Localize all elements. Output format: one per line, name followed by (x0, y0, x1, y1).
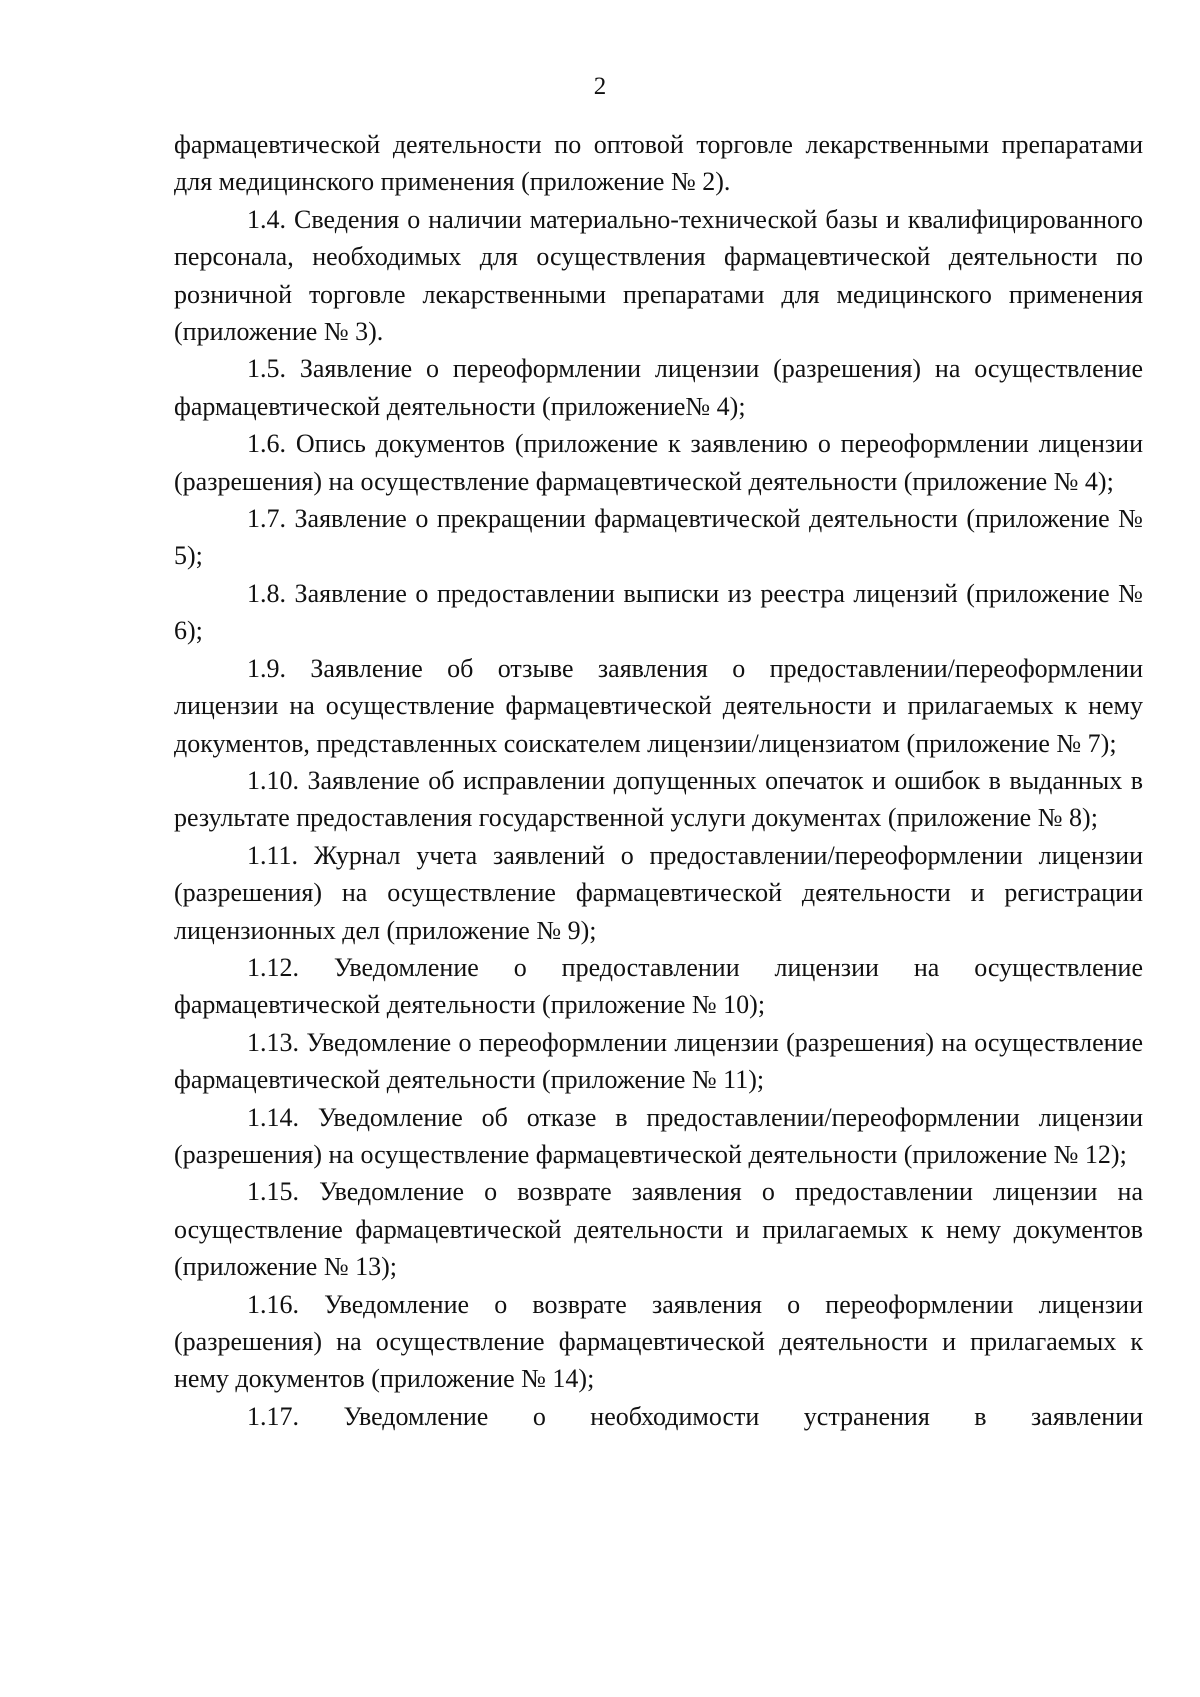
paragraph: 1.15. Уведомление о возврате заявления о предоставлении лицензии на осуществление фармацевтической деятельности и прилагаемых к нему документов (приложение № 13); (174, 1177, 1143, 1282)
paragraph: 1.5. Заявление о переоформлении лицензии (разрешения) на осуществление фармацевтической деятельности (приложение№ 4); (174, 354, 1143, 421)
paragraph: 1.9. Заявление об отзыве заявления о предоставлении/переоформлении лицензии на осуществление фармацевтической деятельности и прилагаемых к нему документов, представленных соискателем лицензии/лицензиатом (приложение № 7); (174, 653, 1143, 758)
paragraph: 1.11. Журнал учета заявлений о предоставлении/переоформлении лицензии (разрешения) на осуществление фармацевтической деятельности и регистрации лицензионных дел (приложение № 9); (174, 840, 1143, 945)
paragraph: фармацевтической деятельности по оптовой торговле лекарственными препаратами для медицинского применения (приложение № 2). (174, 130, 1143, 197)
document-body (174, 126, 1143, 1435)
paragraph: 1.17. Уведомление о необходимости устранения в заявлении (247, 1401, 1143, 1431)
paragraph: 1.16. Уведомление о возврате заявления о переоформлении лицензии (разрешения) на осуществление фармацевтической деятельности и прилагаемых к нему документов (приложение № 14); (174, 1289, 1143, 1394)
paragraph: 1.12. Уведомление о предоставлении лицензии на осуществление фармацевтической деятельности (приложение № 10); (174, 952, 1143, 1020)
paragraph: 1.7. Заявление о прекращении фармацевтической деятельности (приложение № 5); (174, 504, 1143, 571)
paragraph: 1.10. Заявление об исправлении допущенных опечаток и ошибок в выданных в результате предоставления государственной услуги документах (приложение № 8); (174, 765, 1143, 833)
page-number: 2 (593, 73, 607, 100)
paragraph: 1.6. Опись документов (приложение к заявлению о переоформлении лицензии (разрешения) на осуществление фармацевтической деятельности (приложение № 4); (174, 429, 1143, 496)
paragraph: 1.8. Заявление о предоставлении выписки из реестра лицензий (приложение № 6); (174, 578, 1143, 646)
paragraph: 1.13. Уведомление о переоформлении лицензии (разрешения) на осуществление фармацевтической деятельности (приложение № 11); (174, 1027, 1143, 1095)
paragraph: 1.4. Сведения о наличии материально-технической базы и квалифицированного персонала, необходимых для осуществления фармацевтической деятельности по розничной торговле лекарственными препаратами для медицинского применения (приложение № 3). (174, 204, 1143, 347)
paragraph: 1.14. Уведомление об отказе в предоставлении/переоформлении лицензии (разрешения) на осуществление фармацевтической деятельности (приложение № 12); (174, 1102, 1143, 1169)
